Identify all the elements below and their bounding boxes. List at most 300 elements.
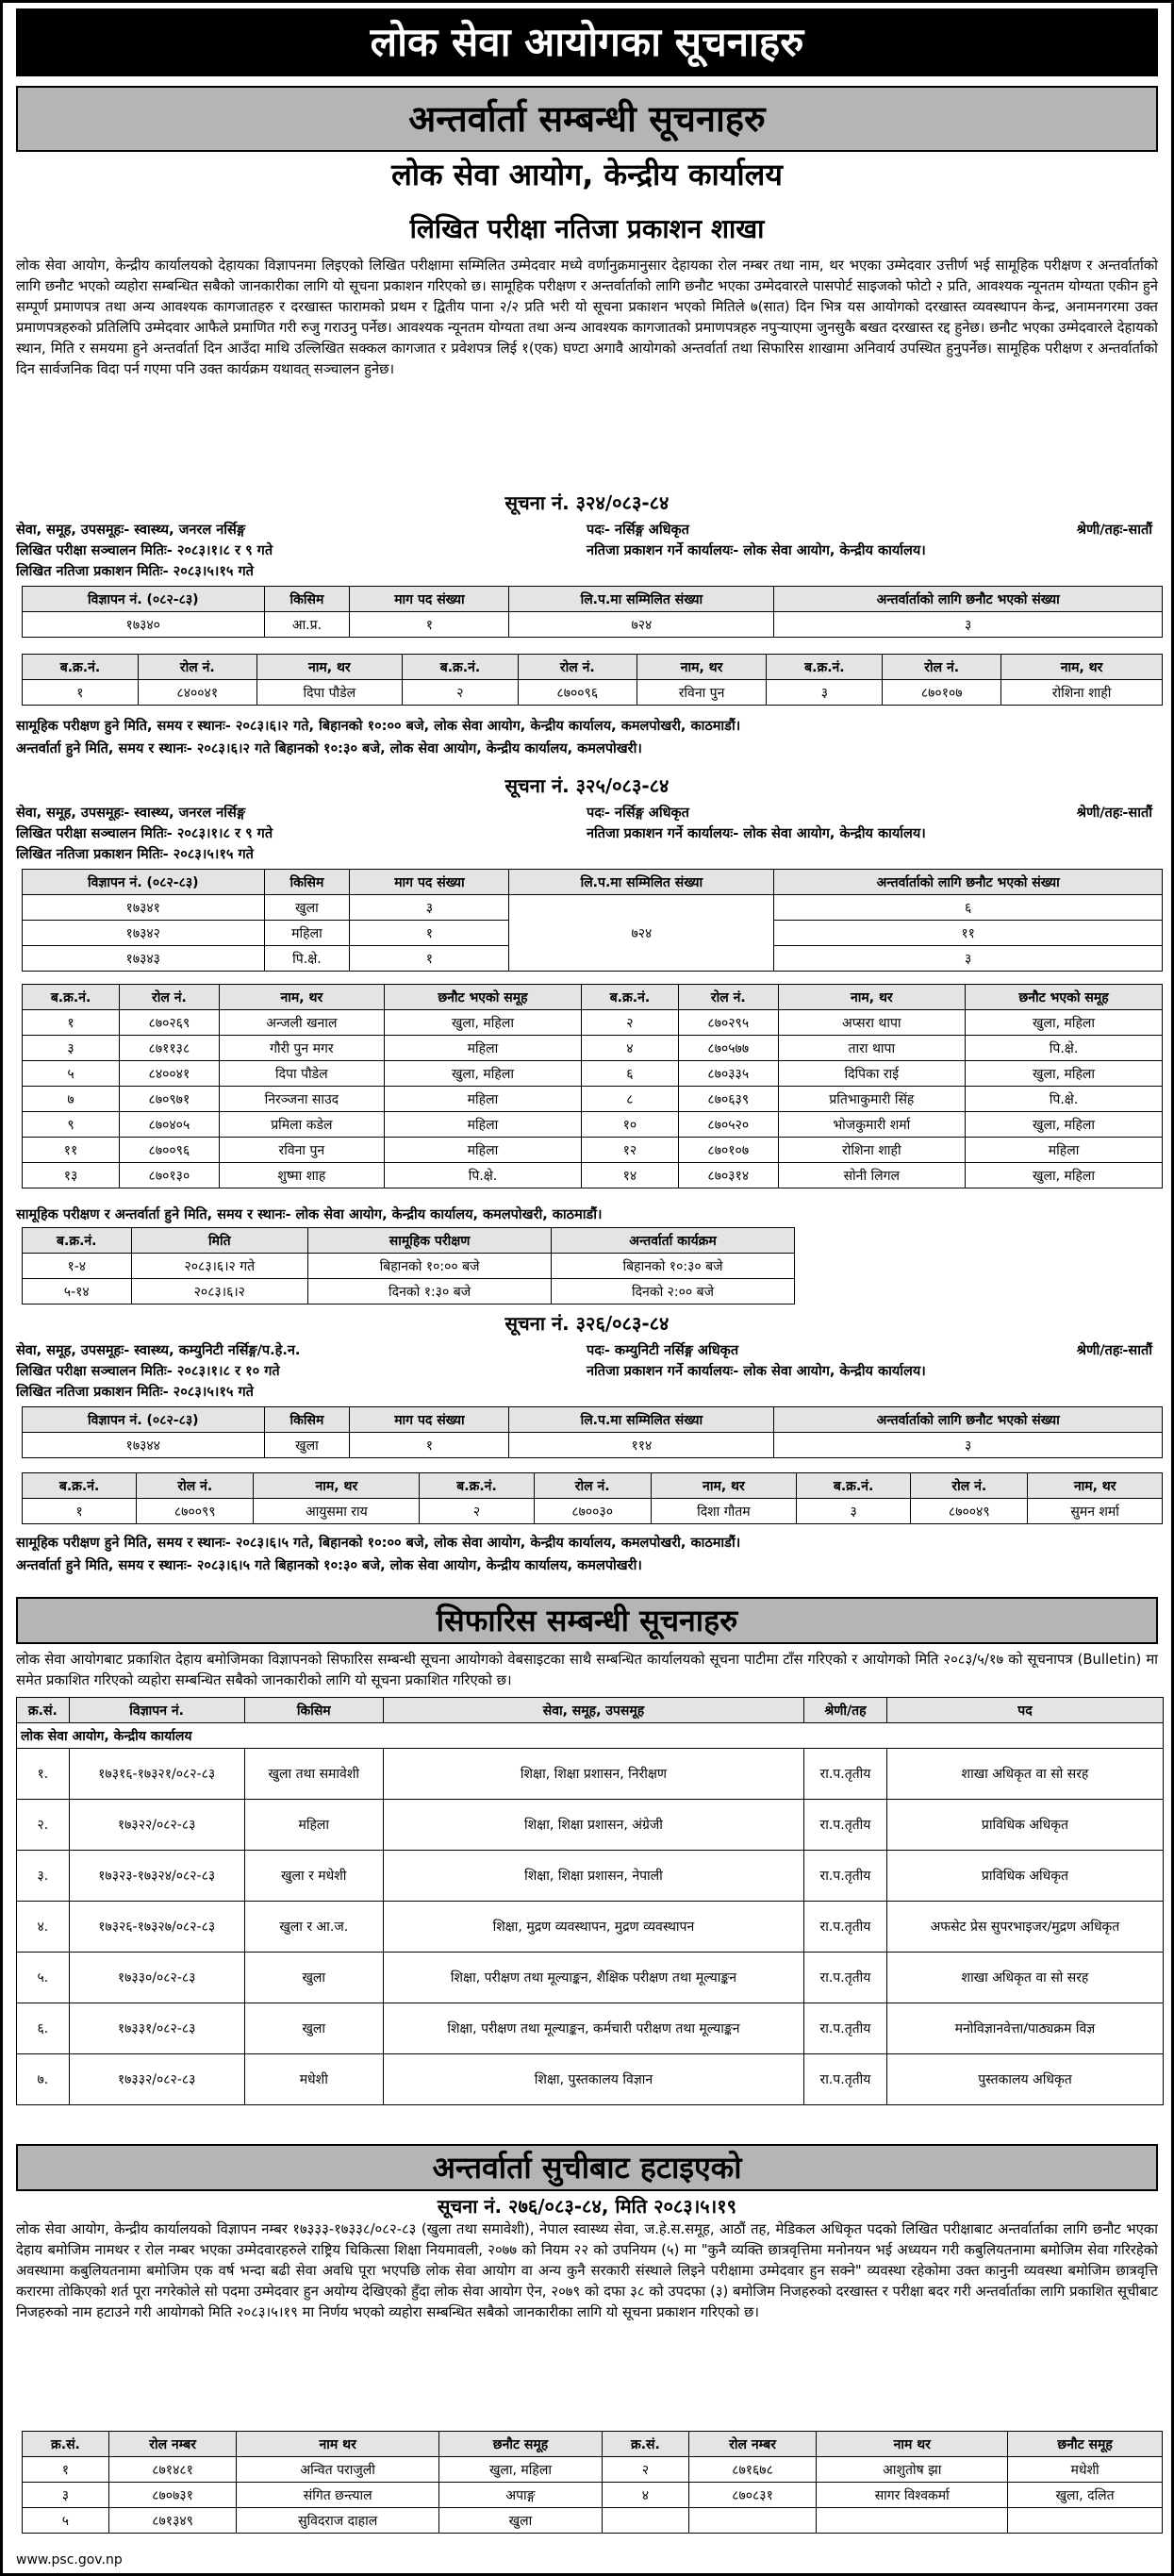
removal-paragraph: लोक सेवा आयोग, केन्द्रीय कार्यालयको विज्ञापन नम्बर १७३३३-१७३३८/०८२-८३ (खुला तथा समावेशी), नेपाल स्वास्थ्य सेवा, ज.हे.स.समूह, आठौं तह, मेडिकल अधिकृत पदको लिखित परीक्षाबाट अन्तर्वार्ताका लागि छनौट भएका देहाय बमोजिम नामथर र रोल नम्बर भएका उम्मेदवारहरुले राष्ट्रिय चिकित्सा शिक्षा नियमावली, २०७७ को नियम २२ को उपनियम (५) मा "कुनै व्यक्ति छात्रवृत्तिमा मनोनयन भई अध्ययन गरी कबुलियतनामा बमोजिम सेवा गरिरहेको अवस्थामा कबुलियतनामा बमोजिम एक वर्ष भन्दा बढी सेवा अवधि पूरा भएपछि लोक सेवा आयोग वा अन्य कुनै सरकारी संस्थाले लिइने परीक्षामा उम्मेदवार हुन सक्ने" व्यवस्था रहेकोमा उक्त कानुनी व्यवस्था बमोजिम छात्रवृत्ति करारमा तोकिएको शर्त पूरा नगरेकोले सो पदमा उम्मेदवार हुन अयोग्य देखिएको हुँदा लोक सेवा आयोग ऐन, २०७९ को दफा ३८ को उपदफा (३) बमोजिम निजहरुको दरखास्त र परीक्षा बदर गरी अन्तर्वार्ताका लागि प्रकाशित सूचीबाट निजहरुको नाम हटाउने गरी आयोगको मिति २०८३।५।१९ मा निर्णय भएको व्यहोरा सम्बन्धित सबैको जानकारीका लागि यो सूचना प्रकाशन गरिएको छ। <box>16 2221 1158 2320</box>
table-header-cell: मिति <box>131 1228 308 1254</box>
table-cell: ८७०१०७ <box>679 1138 779 1163</box>
table-row <box>23 1163 1163 1188</box>
table-cell: १ <box>23 680 139 706</box>
table-cell: २. <box>17 1800 70 1851</box>
removed-candidate-table <box>22 2431 1163 2534</box>
table-cell: भोजकुमारी शर्मा <box>778 1112 966 1138</box>
table-row <box>23 1087 1163 1112</box>
table-cell: अपाङ्ग <box>438 2483 602 2508</box>
table-header-cell: अन्तर्वार्ताको लागि छनौट भएको संख्या <box>774 870 1163 895</box>
branch-title: लिखित परीक्षा नतिजा प्रकाशन शाखा <box>409 213 765 244</box>
table-cell: १७३२२/०८२-८३ <box>69 1800 244 1851</box>
table-cell: महिला <box>385 1036 582 1061</box>
table-cell: खुला, दलित <box>1008 2483 1163 2508</box>
table-header-cell: रोल नं. <box>679 985 779 1010</box>
table-header-cell: नाम, थर <box>651 1473 796 1499</box>
table-cell: मधेशी <box>1008 2457 1163 2483</box>
table-row <box>17 1851 1164 1902</box>
table-cell: ६ <box>581 1061 678 1087</box>
table-cell: शिक्षा, पुस्तकालय विज्ञान <box>383 2054 803 2105</box>
level: श्रेणी/तहः-सातौं <box>1076 806 1152 821</box>
table-header-cell: अन्तर्वार्ता कार्यक्रम <box>552 1228 795 1254</box>
interview-text: अन्तर्वार्ता हुने मिति, समय र स्थानः- २०८३।६।५ गते बिहानको १०:३० बजे, लोक सेवा आयोग, केन्द्रीय कार्यालय, कमलपोखरी। <box>16 1558 642 1573</box>
table-cell: रा.प.तृतीय <box>803 1902 886 1953</box>
table-cell: रा.प.तृतीय <box>803 1953 886 2003</box>
office-row: लोक सेवा आयोग, केन्द्रीय कार्यालय <box>17 1723 1164 1749</box>
table-cell: खुला, महिला <box>966 1112 1163 1138</box>
table-cell: गौरी पुन मगर <box>219 1036 384 1061</box>
table-cell: खुला <box>438 2508 602 2534</box>
table-header-cell: नाम, थर <box>254 1473 420 1499</box>
table-cell: ६ <box>774 895 1163 921</box>
table-header-cell: क्र.सं. <box>23 2432 109 2457</box>
table-cell: शिक्षा, परीक्षण तथा मूल्याङ्कन, कर्मचारी परीक्षण तथा मूल्याङ्कन <box>383 2003 803 2054</box>
table-cell: सुमन शर्मा <box>1028 1499 1163 1524</box>
table-cell: ८७०३३५ <box>679 1061 779 1087</box>
table-cell: ८७००४९ <box>911 1499 1028 1524</box>
result-date: लिखित नतिजा प्रकाशन मितिः- २०८३।५।१५ गते <box>16 847 254 862</box>
table-cell: महिला <box>385 1138 582 1163</box>
table-cell: अप्सरा थापा <box>778 1010 966 1036</box>
table-header-cell: नाम, थर <box>1001 655 1163 680</box>
table-header-cell: विज्ञापन नं. <box>69 1698 244 1723</box>
result-office: नतिजा प्रकाशन गर्ने कार्यालयः- लोक सेवा आयोग, केन्द्रीय कार्यालय। <box>587 543 926 558</box>
table-cell: सोनी लिगल <box>778 1163 966 1188</box>
table-header-cell: विज्ञापन नं. (०८२-८३) <box>23 587 265 612</box>
table-header-cell: किसिम <box>244 1698 383 1723</box>
table-cell: १४ <box>581 1163 678 1188</box>
table-header-cell: नाम, थर <box>219 985 384 1010</box>
table-cell: सागर विश्वकर्मा <box>817 2483 1008 2508</box>
interview-info <box>16 739 1158 759</box>
candidate-table <box>22 984 1163 1188</box>
table-row <box>17 2054 1164 2105</box>
table-cell: मधेशी <box>244 2054 383 2105</box>
table-cell: १ <box>350 946 509 972</box>
table-cell <box>1008 2508 1163 2534</box>
table-cell: १७३३१/०८२-८३ <box>69 2003 244 2054</box>
table-header-cell: रोल नं. <box>120 985 220 1010</box>
table-header-cell: माग पद संख्या <box>350 587 509 612</box>
table-cell: खुला <box>244 2003 383 2054</box>
table-cell: ८७०६३९ <box>679 1087 779 1112</box>
table-cell: ८७०८३१ <box>688 2483 816 2508</box>
table-cell: ८७००९६ <box>518 680 637 706</box>
table-cell: १. <box>17 1749 70 1800</box>
table-cell: १७३४४ <box>23 1433 265 1458</box>
table-cell: निरञ्जना साउद <box>219 1087 384 1112</box>
table-row <box>23 1112 1163 1138</box>
table-cell: १ <box>350 1433 509 1458</box>
table-cell: खुला, महिला <box>966 1163 1163 1188</box>
table-cell: १ <box>23 2457 109 2483</box>
table-header-cell: रोल नं. <box>138 655 256 680</box>
table-header-cell: किसिम <box>264 1407 350 1433</box>
candidate-table <box>22 1472 1163 1524</box>
exam-date: लिखित परीक्षा सञ्चालन मितिः- २०८३।१।८ र ९ गते <box>16 543 273 558</box>
removal-section-banner: अन्तर्वार्ता सुचीबाट हटाइएको <box>16 2144 1158 2191</box>
table-cell: ३ <box>797 1499 911 1524</box>
table-header-cell: पद <box>886 1698 1163 1723</box>
table-cell: महिला <box>385 1087 582 1112</box>
group-test-info <box>16 716 1158 737</box>
table-cell: दिशा गौतम <box>651 1499 796 1524</box>
table-cell: ७२४ <box>509 895 774 972</box>
table-row <box>23 1061 1163 1087</box>
table-cell: ७. <box>17 2054 70 2105</box>
notice-meta-row <box>16 540 1158 561</box>
table-cell: १ <box>23 1499 137 1524</box>
table-cell: संगित छन्त्याल <box>237 2483 439 2508</box>
table-cell: १७३४३ <box>23 946 265 972</box>
table-cell: ८७००९९ <box>137 1499 254 1524</box>
table-cell: ७ <box>23 1087 120 1112</box>
table-header-cell: माग पद संख्या <box>350 870 509 895</box>
table-row <box>23 2457 1163 2483</box>
advertisement-table <box>22 869 1163 972</box>
table-header-cell: रोल नं. <box>911 1473 1028 1499</box>
table-cell: २ <box>581 1010 678 1036</box>
table-header-cell: नाम, थर <box>778 985 966 1010</box>
table-cell: १ <box>350 612 509 638</box>
table-header-cell: ब.क्र.नं. <box>420 1473 534 1499</box>
level: श्रेणी/तहः-सातौं <box>1076 1343 1152 1358</box>
table-row <box>23 1254 795 1279</box>
table-cell: बिहानको १०:०० बजे <box>308 1254 552 1279</box>
table-cell: १० <box>581 1112 678 1138</box>
table-cell: २ <box>403 680 519 706</box>
table-row <box>23 895 1163 921</box>
schedule-table <box>22 1227 795 1305</box>
table-cell: ७२४ <box>509 612 774 638</box>
table-cell: ५-१४ <box>23 1279 132 1305</box>
table-cell: महिला <box>264 921 350 946</box>
table-header-cell: सेवा, समूह, उपसमूह <box>383 1698 803 1723</box>
table-cell: प्रतिभाकुमारी सिंह <box>778 1087 966 1112</box>
interview-info <box>16 1555 1158 1576</box>
table-header-row <box>17 1698 1164 1723</box>
table-cell: ३ <box>774 612 1163 638</box>
table-header-row <box>23 1228 795 1254</box>
notice-meta-row <box>16 844 1158 865</box>
table-header-cell: नाम थर <box>237 2432 439 2457</box>
exam-date: लिखित परीक्षा सञ्चालन मितिः- २०८३।१।८ र ९ गते <box>16 826 273 841</box>
table-cell: सुविदराज दाहाल <box>237 2508 439 2534</box>
table-cell: १७३२३-१७३२४/०८२-८३ <box>69 1851 244 1902</box>
table-row <box>23 1279 795 1305</box>
removed-rows <box>23 2457 1163 2534</box>
table-cell: पुस्तकालय अधिकृत <box>886 2054 1163 2105</box>
table-cell: ५ <box>23 2508 109 2534</box>
result-date: लिखित नतिजा प्रकाशन मितिः- २०८३।५।१५ गते <box>16 564 254 579</box>
table-cell: ८७०९७१ <box>120 1087 220 1112</box>
table-row <box>23 1010 1163 1036</box>
table-header-cell: रोल नं. <box>534 1473 651 1499</box>
table-header-cell: रोल नं. <box>518 655 637 680</box>
table-cell <box>688 2508 816 2534</box>
table-row <box>17 2003 1164 2054</box>
table-header-cell: विज्ञापन नं. (०८२-८३) <box>23 1407 265 1433</box>
table-cell: अन्जली खनाल <box>219 1010 384 1036</box>
table-cell: ८७०२९५ <box>679 1010 779 1036</box>
table-cell: खुला, महिला <box>438 2457 602 2483</box>
service-group: सेवा, समूह, उपसमूहः- स्वास्थ्य, जनरल नर्सिङ्ग <box>16 523 246 538</box>
table-header-cell: छनौट भएको समूह <box>385 985 582 1010</box>
organization-title: लोक सेवा आयोग, केन्द्रीय कार्यालय <box>391 157 783 192</box>
table-header-cell: रोल नं. <box>883 655 1001 680</box>
candidate-rows <box>23 1010 1163 1188</box>
table-cell: खुला, महिला <box>385 1061 582 1087</box>
table-header-cell: नाम थर <box>817 2432 1008 2457</box>
table-cell: ८ <box>581 1087 678 1112</box>
table-cell: ३ <box>767 680 883 706</box>
table-cell: ८७०४०५ <box>120 1112 220 1138</box>
table-header-cell: ब.क्र.नं. <box>581 985 678 1010</box>
table-cell: महिला <box>385 1112 582 1138</box>
table-cell: ११ <box>23 1138 120 1163</box>
table-cell: प्रमिला कडेल <box>219 1112 384 1138</box>
table-header-cell: ब.क्र.नं. <box>797 1473 911 1499</box>
intro-paragraph: लोक सेवा आयोग, केन्द्रीय कार्यालयको देहायका विज्ञापनमा लिइएको लिखित परीक्षामा सम्मिलित उम्मेदवार मध्ये वर्णानुक्रमानुसार देहायका रोल नम्बर तथा नाम, थर भएका उम्मेदवार उत्तीर्ण भई सामूहिक परीक्षण र अन्तर्वार्ताको लागि छनौट भएको व्यहोरा सम्बन्धित सबैको जानकारीका लागि यो सूचना प्रकाशन गरिएको छ। सामूहिक परीक्षण र अन्तर्वार्ताको लागि छनौट भएका उम्मेदवारले पासपोर्ट साइजको फोटो २ प्रति, आवश्यक न्यूनतम योग्यता एकीन हुने सम्पूर्ण प्रमाणपत्र तथा अन्य आवश्यक कागजातहरु र दरखास्त फारामको प्रथम र द्वितीय पाना २/२ प्रति भरी यो सूचना प्रकाशन भएको मितिले ७(सात) दिन भित्र यस आयोगको दरखास्त व्यवस्थापन केन्द्र, अनामनगरमा उक्त प्रमाणपत्रहरुको प्रतिलिपि उम्मेदवार आफैले प्रमाणित गरी रुजु गराउनु पर्नेछ। आवश्यक न्यूनतम योग्यता तथा अन्य आवश्यक कागजातको प्रमाणपत्रहरु नपुऱ्याएमा जुनसुकै बखत दरखास्त रद्द हुनेछ। छनौट भएका उम्मेदवारले देहायको स्थान, मिति र समयमा हुने अन्तर्वार्ता दिन आउँदा माथि उल्लिखित सक्कल कागजात र प्रवेशपत्र लिई १(एक) घण्टा अगावै आयोगको अन्तर्वार्ता तथा सिफारिस शाखामा अनिवार्य उपस्थित हुनुपर्नेछ। सामूहिक परीक्षण र अन्तर्वार्ताको दिन सार्वजनिक विदा पर्न गएमा पनि उक्त कार्यक्रम यथावत् सञ्चालन हुनेछ। <box>16 258 1158 377</box>
table-cell: आ.प्र. <box>264 612 350 638</box>
table-cell: शिक्षा, मुद्रण व्यवस्थापन, मुद्रण व्यवस्थापन <box>383 1902 803 1953</box>
table-header-cell: रोल नम्बर <box>108 2432 236 2457</box>
table-header-cell: अन्तर्वार्ताको लागि छनौट भएको संख्या <box>774 1407 1163 1433</box>
table-cell: १७३३०/०८२-८३ <box>69 1953 244 2003</box>
table-cell: १७३३२/०८२-८३ <box>69 2054 244 2105</box>
table-cell: २०८३।६।२ गते <box>131 1254 308 1279</box>
table-cell: शिक्षा, परीक्षण तथा मूल्याङ्कन, शैक्षिक परीक्षण तथा मूल्याङ्कन <box>383 1953 803 2003</box>
table-cell: बिहानको १०:३० बजे <box>552 1254 795 1279</box>
table-cell: ४. <box>17 1902 70 1953</box>
table-row <box>23 1433 1163 1458</box>
table-cell: १७३४१ <box>23 895 265 921</box>
notice-meta-row <box>16 823 1158 844</box>
table-header-cell: ब.क्र.नं. <box>767 655 883 680</box>
table-cell: पि.क्षे. <box>966 1087 1163 1112</box>
table-cell: दिनको १:३० बजे <box>308 1279 552 1305</box>
table-header-cell: छनौट भएको समूह <box>966 985 1163 1010</box>
table-cell: रा.प.तृतीय <box>803 1851 886 1902</box>
schedule-text: सामूहिक परीक्षण र अन्तर्वार्ता हुने मिति, समय र स्थानः- लोक सेवा आयोग, केन्द्रीय कार्यालय, कमलपोखरी, काठमाडौं। <box>16 1207 603 1222</box>
level: श्रेणी/तहः-सातौं <box>1076 523 1152 538</box>
table-cell: २ <box>420 1499 534 1524</box>
table-header-cell: अन्तर्वार्ताको लागि छनौट भएको संख्या <box>774 587 1163 612</box>
table-header-row <box>23 587 1163 612</box>
table-cell: खुला र मधेशी <box>244 1851 383 1902</box>
table-row <box>17 1800 1164 1851</box>
table-cell: ३ <box>774 1433 1163 1458</box>
table-header-row <box>23 1407 1163 1433</box>
page-banner: लोक सेवा आयोगका सूचनाहरु <box>16 8 1158 76</box>
table-cell: ८७१४८१ <box>108 2457 236 2483</box>
table-header-row <box>23 655 1163 680</box>
table-cell: ६. <box>17 2003 70 2054</box>
table-header-cell: श्रेणी/तह <box>803 1698 886 1723</box>
table-header-cell: सामूहिक परीक्षण <box>308 1228 552 1254</box>
table-cell: रा.प.तृतीय <box>803 1749 886 1800</box>
post: पदः- नर्सिङ्ग अधिकृत <box>587 806 689 821</box>
table-cell: ५ <box>23 1061 120 1087</box>
table-cell: शुष्मा शाह <box>219 1163 384 1188</box>
table-cell <box>602 2508 688 2534</box>
table-cell: ८४००४१ <box>138 680 256 706</box>
removal-notice-title: सूचना नं. २७६/०८३-८४, मिति २०८३।५।१९ <box>437 2195 737 2218</box>
table-cell: १२ <box>581 1138 678 1163</box>
table-cell: शाखा अधिकृत वा सो सरह <box>886 1953 1163 2003</box>
table-cell: ३ <box>350 895 509 921</box>
table-header-cell: छनौट समूह <box>1008 2432 1163 2457</box>
table-cell: आशुतोष झा <box>817 2457 1008 2483</box>
table-cell: शाखा अधिकृत वा सो सरह <box>886 1749 1163 1800</box>
post: पदः- कम्युनिटी नर्सिङ्ग अधिकृत <box>587 1343 739 1358</box>
table-cell: प्राविधिक अधिकृत <box>886 1800 1163 1851</box>
table-header-cell: रोल नम्बर <box>688 2432 816 2457</box>
interview-text: अन्तर्वार्ता हुने मिति, समय र स्थानः- २०८३।६।२ गते बिहानको १०:३० बजे, लोक सेवा आयोग, केन्द्रीय कार्यालय, कमलपोखरी। <box>16 741 642 756</box>
table-cell: खुला र आ.ज. <box>244 1902 383 1953</box>
table-row <box>23 680 1163 706</box>
notice-title: सूचना नं. ३२४/०८३-८४ <box>504 491 670 514</box>
table-cell: ३ <box>23 1036 120 1061</box>
table-cell: रविना पुन <box>219 1138 384 1163</box>
table-header-row <box>23 1473 1163 1499</box>
table-header-cell: नाम, थर <box>1028 1473 1163 1499</box>
table-header-cell: लि.प.मा सम्मिलित संख्या <box>509 587 774 612</box>
table-row <box>23 2483 1163 2508</box>
result-office: नतिजा प्रकाशन गर्ने कार्यालयः- लोक सेवा आयोग, केन्द्रीय कार्यालय। <box>587 826 926 841</box>
table-cell: ९ <box>23 1112 120 1138</box>
table-cell: खुला तथा समावेशी <box>244 1749 383 1800</box>
table-row <box>23 1499 1163 1524</box>
table-row <box>17 1723 1164 1749</box>
website-url[interactable]: www.psc.gov.np <box>16 2552 123 2568</box>
table-cell: खुला, महिला <box>966 1010 1163 1036</box>
notice-meta-row <box>16 1361 1158 1382</box>
notice-title: सूचना नं. ३२६/०८३-८४ <box>504 1312 670 1335</box>
table-header-row <box>23 2432 1163 2457</box>
table-cell: मनोविज्ञानवेत्ता/पाठ्यक्रम विज्ञ <box>886 2003 1163 2054</box>
table-header-cell: ब.क्र.नं. <box>23 985 120 1010</box>
table-cell: १७३४२ <box>23 921 265 946</box>
table-cell: ८७०७३१ <box>108 2483 236 2508</box>
table-cell: ८७०५२० <box>679 1112 779 1138</box>
post: पदः- नर्सिङ्ग अधिकृत <box>587 523 689 538</box>
notice-meta-row <box>16 561 1158 582</box>
recommendation-rows <box>17 1749 1164 2105</box>
table-row <box>23 1138 1163 1163</box>
table-header-cell: लि.प.मा सम्मिलित संख्या <box>509 870 774 895</box>
notice-meta-row <box>16 520 1158 540</box>
recommendation-section-banner: सिफारिस सम्बन्धी सूचनाहरु <box>16 1597 1158 1644</box>
table-cell: रोशिना शाही <box>1001 680 1163 706</box>
table-cell: १ <box>350 921 509 946</box>
table-cell: खुला <box>264 895 350 921</box>
table-cell: ८७००९६ <box>120 1138 220 1163</box>
table-header-row <box>23 870 1163 895</box>
table-header-cell: नाम, थर <box>637 655 767 680</box>
table-cell: १७३२६-१७३२७/०८२-८३ <box>69 1902 244 1953</box>
table-cell: ३. <box>17 1851 70 1902</box>
advertisement-table <box>22 1406 1163 1458</box>
table-row <box>23 612 1163 638</box>
exam-date: लिखित परीक्षा सञ्चालन मितिः- २०८३।१।८ र १० गते <box>16 1364 280 1379</box>
table-header-cell: लि.प.मा सम्मिलित संख्या <box>509 1407 774 1433</box>
table-cell: ८७१३४९ <box>108 2508 236 2534</box>
table-cell: रा.प.तृतीय <box>803 1800 886 1851</box>
table-header-cell: किसिम <box>264 870 350 895</box>
result-office: नतिजा प्रकाशन गर्ने कार्यालयः- लोक सेवा आयोग, केन्द्रीय कार्यालय। <box>587 1364 926 1379</box>
table-cell: ८७०१०७ <box>883 680 1001 706</box>
table-header-cell: ब.क्र.नं. <box>23 1228 132 1254</box>
table-cell: २ <box>602 2457 688 2483</box>
notice-meta-row <box>16 1340 1158 1361</box>
table-cell: १३ <box>23 1163 120 1188</box>
table-cell: रविना पुन <box>637 680 767 706</box>
table-cell: पि.क्षे. <box>385 1163 582 1188</box>
table-header-cell: ब.क्र.नं. <box>403 655 519 680</box>
recommendation-intro: लोक सेवा आयोगबाट प्रकाशित देहाय बमोजिमका विज्ञापनको सिफारिस सम्बन्धी सूचना आयोगको वेबसाइटका साथै सम्बन्धित कार्यालयको सूचना पाटीमा टाँस गरिएको र आयोगको मिति २०८३/५/१७ को सूचनापत्र (Bulletin) मा समेत प्रकाशित गरिएको व्यहोरा सम्बन्धित सबैको जानकारीको लागि यो सूचना प्रकाशित गरिएको छ। <box>16 1652 1158 1688</box>
table-cell: १७३४० <box>23 612 265 638</box>
notice-title: सूचना नं. ३२५/०८३-८४ <box>504 774 670 797</box>
service-group: सेवा, समूह, उपसमूहः- स्वास्थ्य, कम्युनिटी नर्सिङ्ग/प.हे.न. <box>16 1343 301 1358</box>
table-cell: २०८३।६।२ <box>131 1279 308 1305</box>
table-cell <box>817 2508 1008 2534</box>
table-row <box>23 1036 1163 1061</box>
table-cell: १-४ <box>23 1254 132 1279</box>
table-header-cell: ब.क्र.नं. <box>23 655 139 680</box>
table-cell: १७३१६-१७३२१/०८२-८३ <box>69 1749 244 1800</box>
table-cell: १ <box>23 1010 120 1036</box>
table-cell: दिनको २:०० बजे <box>552 1279 795 1305</box>
table-cell: रा.प.तृतीय <box>803 2054 886 2105</box>
table-cell: शिक्षा, शिक्षा प्रशासन, निरीक्षण <box>383 1749 803 1800</box>
group-test-info <box>16 1533 1158 1554</box>
table-header-cell: किसिम <box>264 587 350 612</box>
table-row <box>23 2508 1163 2534</box>
table-row <box>17 1953 1164 2003</box>
recommendation-table <box>16 1697 1164 2105</box>
table-cell: शिक्षा, शिक्षा प्रशासन, अंग्रेजी <box>383 1800 803 1851</box>
table-cell: खुला, महिला <box>385 1010 582 1036</box>
table-cell: खुला <box>264 1433 350 1458</box>
table-cell: महिला <box>244 1800 383 1851</box>
table-cell: दिपा पौडेल <box>256 680 402 706</box>
result-date: लिखित नतिजा प्रकाशन मितिः- २०८३।५।१५ गते <box>16 1385 254 1400</box>
table-cell: ८७०२६९ <box>120 1010 220 1036</box>
table-header-cell: ब.क्र.नं. <box>23 1473 137 1499</box>
table-header-cell: नाम, थर <box>256 655 402 680</box>
table-cell: अफसेट प्रेस सुपरभाइजर/मुद्रण अधिकृत <box>886 1902 1163 1953</box>
notice-meta-row <box>16 1382 1158 1403</box>
table-header-cell: छनौट समूह <box>438 2432 602 2457</box>
table-cell: ४ <box>581 1036 678 1061</box>
table-cell: दिपा पौडेल <box>219 1061 384 1087</box>
table-header-cell: क्र.सं. <box>17 1698 70 1723</box>
table-header-cell: विज्ञापन नं. (०८२-८३) <box>23 870 265 895</box>
table-cell: खुला, महिला <box>966 1061 1163 1087</box>
table-header-cell: माग पद संख्या <box>350 1407 509 1433</box>
table-cell: अन्वित पराजुली <box>237 2457 439 2483</box>
interview-section-banner: अन्तर्वार्ता सम्बन्धी सूचनाहरु <box>16 86 1158 152</box>
table-cell: प्राविधिक अधिकृत <box>886 1851 1163 1902</box>
service-group: सेवा, समूह, उपसमूहः- स्वास्थ्य, जनरल नर्सिङ्ग <box>16 806 246 821</box>
table-cell: ३ <box>774 946 1163 972</box>
table-cell: आयुसमा राय <box>254 1499 420 1524</box>
table-cell: खुला <box>244 1953 383 2003</box>
table-cell: पि.क्षे. <box>966 1036 1163 1061</box>
table-cell: ५. <box>17 1953 70 2003</box>
table-cell: ८७१६७८ <box>688 2457 816 2483</box>
